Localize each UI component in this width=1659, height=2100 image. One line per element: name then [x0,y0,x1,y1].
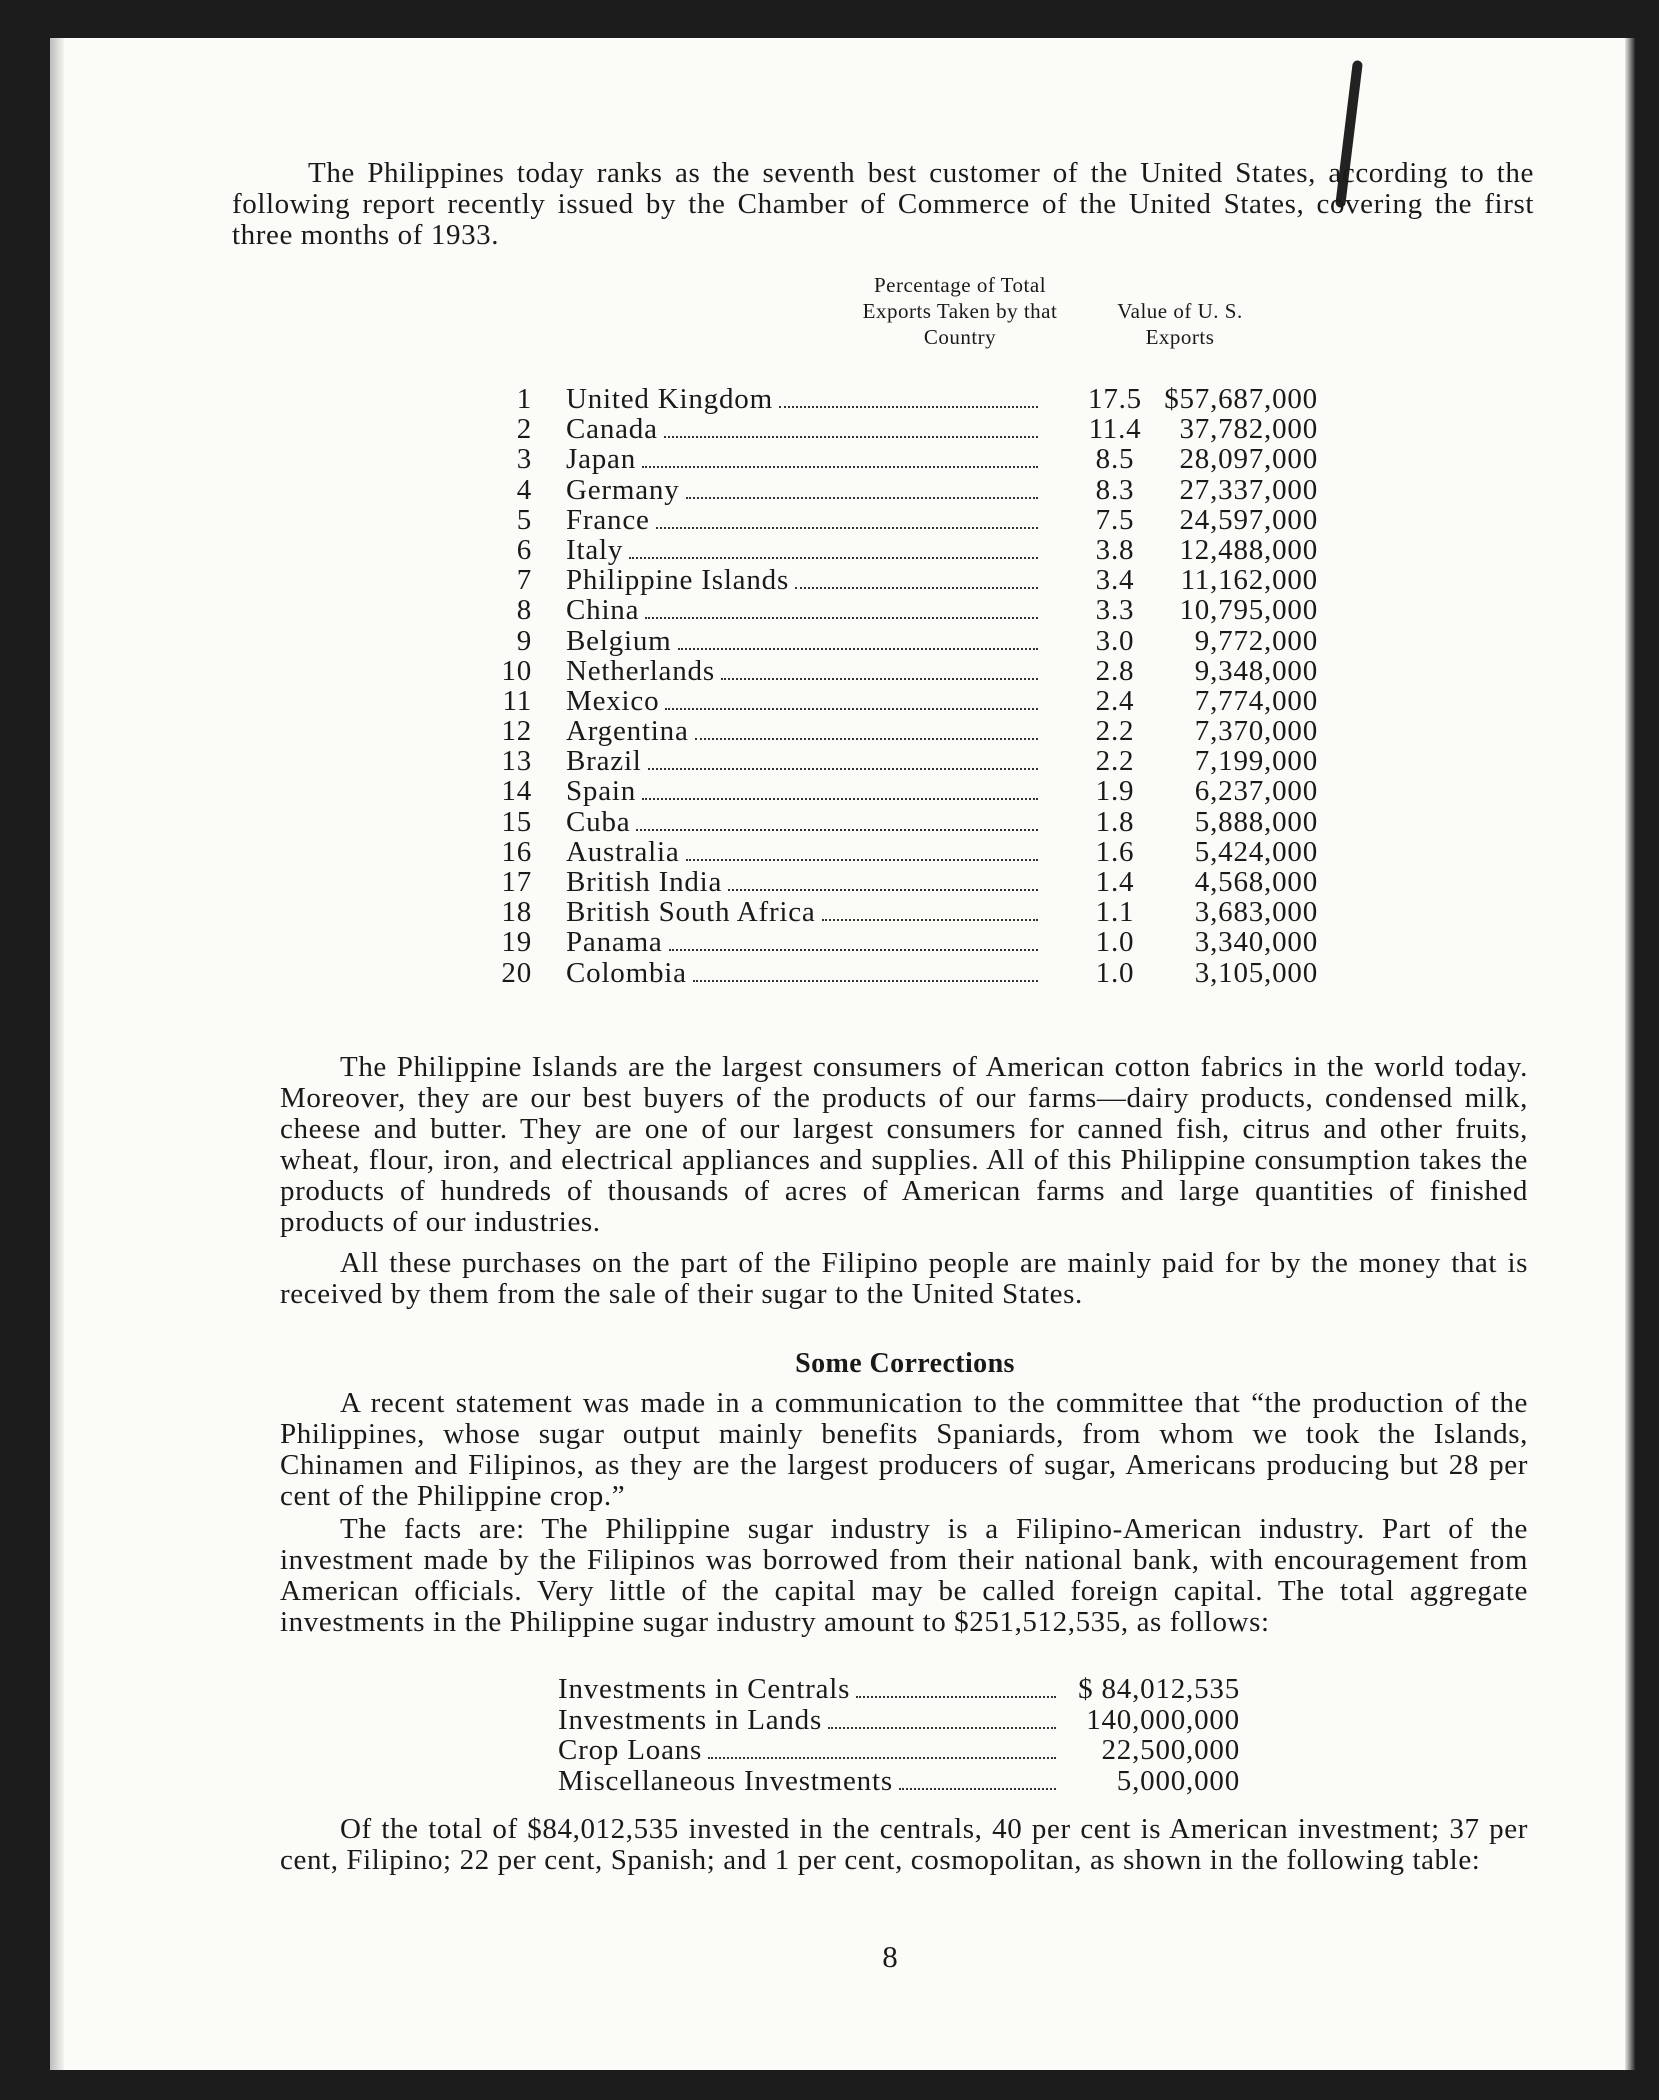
country-name: Colombia [566,956,687,989]
list-item [558,1705,1240,1736]
dot-leader [656,505,1038,529]
percentage: 2.2 [1095,715,1135,748]
dot-leader [645,595,1038,619]
dot-leader [795,565,1038,589]
export-value: 3,340,000 [1194,926,1318,959]
rank: 9 [516,624,532,657]
table-row [470,746,1320,776]
rank: 19 [501,926,532,959]
dot-leader [856,1674,1056,1698]
dot-leader [708,1735,1056,1759]
table-row [470,776,1320,806]
column-header-value: Value of U. S. Exports [1117,299,1243,349]
percentage: 1.8 [1095,805,1135,838]
rank: 17 [501,866,532,898]
country-name: Cuba [566,805,631,838]
rank: 2 [516,413,532,446]
table-row [470,414,1320,444]
percentage: 1.0 [1095,956,1135,989]
percentage: 3.4 [1095,564,1135,597]
country-name: China [566,594,640,627]
dot-leader [665,686,1038,710]
document-page [50,38,1635,2070]
export-value: 12,488,000 [1179,533,1318,566]
percentage: 1.0 [1095,926,1135,959]
country-name: Italy [566,533,624,566]
percentage: 3.3 [1095,594,1135,627]
table-row [470,927,1320,957]
table-row [470,867,1320,897]
investment-label: Miscellaneous Investments [558,1764,893,1797]
percentage: 7.5 [1095,503,1135,536]
export-value: 9,348,000 [1194,654,1318,687]
export-value: 7,370,000 [1194,715,1318,748]
table-row [470,837,1320,867]
percentage: 1.9 [1095,775,1135,808]
table-row [470,505,1320,535]
consumers-paragraph: The Philippine Islands are the largest consumers of American cotton fabrics in the world today. Moreover, they are our best buyers of the products of our farms—dairy products, condensed milk, cheese and butter. They are one of our largest consumers for canned fish, citrus and other fruits, wheat, flour, iron, and electrical appliances and supplies. All of this Philippine consumption takes the products of hundreds of thousands of acres of American farms and large quantities of finished products of our industries. [280,1051,1528,1238]
dot-leader [678,626,1039,650]
dot-leader [636,807,1038,831]
table-row [470,535,1320,565]
percentage: 2.8 [1095,654,1135,687]
page-number: 8 [882,1939,898,1974]
country-name: United Kingdom [566,383,773,415]
country-name: British India [566,866,723,898]
export-value: 7,199,000 [1194,745,1318,778]
closing-paragraph: Of the total of $84,012,535 invested in the centrals, 40 per cent is American investment; 37 per cent, Filipino; 22 per cent, Spanish; and 1 per cent, cosmopolitan, as shown in the following table: [280,1813,1528,1876]
export-value: 28,097,000 [1179,443,1318,476]
investment-label: Investments in Centrals [558,1673,851,1705]
table-row [470,656,1320,686]
section-heading: Some Corrections [795,1348,1015,1379]
rank: 13 [501,745,532,778]
dot-leader [669,927,1038,951]
dot-leader [899,1766,1056,1790]
export-value: 37,782,000 [1179,413,1318,446]
rank: 5 [516,503,532,536]
column-header-percentage: Percentage of Total Exports Taken by that Country [862,273,1058,349]
country-name: Mexico [566,684,660,717]
percentage: 1.1 [1095,896,1135,929]
percentage: 8.5 [1095,443,1135,476]
dot-leader [642,444,1038,468]
investment-label: Crop Loans [558,1734,703,1766]
rank: 18 [501,896,532,929]
country-name: Australia [566,835,680,868]
percentage: 2.4 [1095,684,1135,717]
rank: 8 [516,594,532,627]
table-row [470,807,1320,837]
export-value: 6,237,000 [1194,775,1318,808]
export-value: 5,888,000 [1194,805,1318,838]
rank: 3 [516,443,532,476]
country-name: Panama [566,926,663,959]
dot-leader [828,1705,1056,1729]
table-row [470,686,1320,716]
export-value: 10,795,000 [1179,594,1318,627]
facts-paragraph: The facts are: The Philippine sugar industry is a Filipino-American industry. Part of the investment made by the Filipinos was borrowed from their national bank, with encouragement from American officials. Very little of the capital may be called foreign capital. The total aggregate investments in the Philippine sugar industry amount to $251,512,535, as follows: [280,1513,1528,1638]
list-item [558,1766,1240,1797]
export-value: 3,105,000 [1194,956,1318,989]
table-row [470,716,1320,746]
dot-leader [822,897,1038,921]
dot-leader [693,958,1038,982]
investment-label: Investments in Lands [558,1703,823,1736]
rank: 1 [516,383,532,415]
percentage: 1.4 [1095,866,1135,898]
percentage: 3.8 [1095,533,1135,566]
dot-leader [695,716,1038,740]
country-name: Germany [566,473,680,506]
rank: 20 [501,956,532,989]
table-row [470,475,1320,505]
dot-leader [779,384,1038,408]
export-value: $57,687,000 [1164,383,1318,415]
export-value: 24,597,000 [1179,503,1318,536]
table-row [470,595,1320,625]
country-name: France [566,503,650,536]
export-value: 27,337,000 [1179,473,1318,506]
table-row [470,384,1320,414]
export-value: 11,162,000 [1180,564,1318,597]
country-name: Canada [566,413,658,446]
rank: 15 [501,805,532,838]
percentage: 2.2 [1095,745,1135,778]
table-row [470,958,1320,988]
list-item [558,1735,1240,1766]
country-name: Japan [566,443,637,476]
percentage: 3.0 [1095,624,1135,657]
rank: 14 [501,775,532,808]
investment-amount: 5,000,000 [1116,1764,1240,1797]
export-value: 5,424,000 [1194,835,1318,868]
country-name: Brazil [566,745,642,778]
dot-leader [721,656,1038,680]
dot-leader [686,475,1038,499]
customer-ranking-table [470,384,1320,988]
table-row [470,626,1320,656]
country-name: Philippine Islands [566,564,790,597]
export-value: 3,683,000 [1194,896,1318,929]
investments-list [558,1674,1240,1796]
percentage: 8.3 [1095,473,1135,506]
export-value: 7,774,000 [1194,684,1318,717]
dot-leader [686,837,1038,861]
country-name: Argentina [566,715,689,748]
export-value: 4,568,000 [1194,866,1318,898]
rank: 7 [516,564,532,597]
page-edge-left [50,38,64,2070]
purchases-paragraph: All these purchases on the part of the Filipino people are mainly paid for by the money that is received by them from the sale of their sugar to the United States. [280,1247,1528,1310]
table-row [470,444,1320,474]
dot-leader [629,535,1038,559]
page-edge-right [1625,38,1635,2070]
investment-amount: 140,000,000 [1086,1703,1240,1736]
country-name: Netherlands [566,654,715,687]
dot-leader [728,867,1038,891]
export-value: 9,772,000 [1194,624,1318,657]
table-row [470,565,1320,595]
rank: 16 [501,835,532,868]
rank: 10 [501,654,532,687]
country-name: Belgium [566,624,672,657]
list-item [558,1674,1240,1705]
investment-amount: 22,500,000 [1101,1734,1240,1766]
rank: 11 [502,684,532,717]
dot-leader [648,746,1038,770]
percentage: 11.4 [1088,413,1142,446]
intro-paragraph: The Philippines today ranks as the seventh best customer of the United States, according to the following report recently issued by the Chamber of Commerce of the United States, covering the first three months of 1933. [232,157,1534,251]
percentage: 17.5 [1088,383,1142,415]
country-name: British South Africa [566,896,816,929]
rank: 4 [516,473,532,506]
table-row [470,897,1320,927]
dot-leader [642,776,1038,800]
statement-paragraph: A recent statement was made in a communication to the committee that “the production of the Philippines, whose sugar output mainly benefits Spaniards, from whom we took the Islands, Chinamen and Filipinos, as they are the largest producers of sugar, Americans producing but 28 per cent of the Philippine crop.” [280,1387,1528,1512]
rank: 6 [516,533,532,566]
percentage: 1.6 [1095,835,1135,868]
dot-leader [664,414,1038,438]
rank: 12 [501,715,532,748]
investment-amount: $ 84,012,535 [1078,1673,1240,1705]
country-name: Spain [566,775,637,808]
